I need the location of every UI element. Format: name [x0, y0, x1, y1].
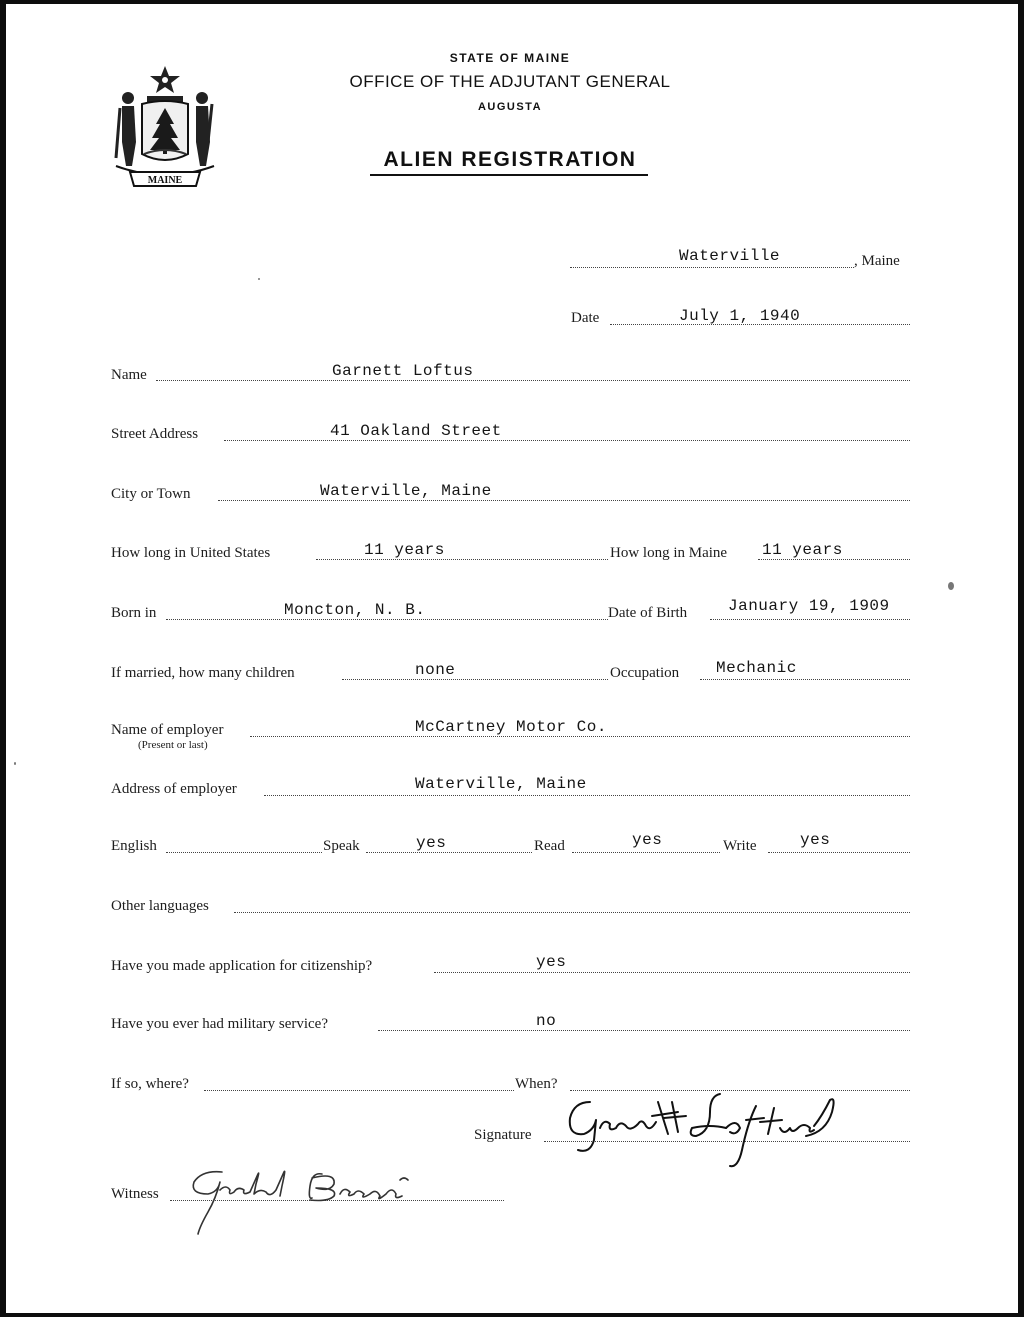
- employer-label: Name of employer: [111, 722, 224, 738]
- city-line: [218, 500, 910, 501]
- signature-label: Signature: [474, 1127, 532, 1143]
- military-label: Have you ever had military service?: [111, 1016, 328, 1032]
- title-underline: [370, 174, 648, 176]
- maine-duration-line: [758, 559, 910, 560]
- maine-duration-value: 11 years: [762, 541, 843, 559]
- other-languages-label: Other languages: [111, 898, 209, 914]
- name-label: Name: [111, 367, 147, 383]
- occupation-label: Occupation: [610, 665, 680, 681]
- born-line: [166, 619, 608, 620]
- street-label: Street Address: [111, 426, 199, 442]
- write-label: Write: [723, 838, 757, 854]
- citizenship-label: Have you made application for citizenship?: [111, 958, 373, 974]
- town-line: [570, 267, 854, 268]
- speak-label: Speak: [323, 838, 360, 854]
- dob-line: [710, 619, 910, 620]
- name-line: [156, 380, 910, 381]
- employer-address-line: [264, 795, 910, 796]
- when-label: When?: [515, 1076, 558, 1092]
- us-duration-label: How long in United States: [111, 545, 271, 561]
- street-value: 41 Oakland Street: [330, 422, 502, 440]
- header-state: STATE OF MAINE: [449, 51, 571, 65]
- other-languages-line: [234, 912, 910, 913]
- witness-label: Witness: [111, 1186, 159, 1202]
- employer-value: McCartney Motor Co.: [415, 718, 607, 736]
- svg-text:MAINE: MAINE: [147, 175, 183, 186]
- read-line: [572, 852, 720, 853]
- english-line: [166, 852, 322, 853]
- employer-address-value: Waterville, Maine: [415, 775, 587, 793]
- street-line: [224, 440, 910, 441]
- military-value: no: [536, 1012, 557, 1030]
- date-label: Date: [571, 310, 600, 326]
- form-title: ALIEN REGISTRATION: [383, 148, 637, 171]
- witness-handwriting: [172, 1164, 472, 1236]
- maine-duration-label: How long in Maine: [610, 545, 728, 561]
- citizenship-value: yes: [536, 953, 567, 971]
- employer-address-label: Address of employer: [111, 781, 237, 797]
- where-label: If so, where?: [111, 1076, 189, 1092]
- write-value: yes: [800, 831, 831, 849]
- employer-sublabel: (Present or last): [138, 739, 208, 751]
- town-value: Waterville: [679, 247, 781, 265]
- scan-speck: [14, 762, 16, 765]
- us-duration-line: [316, 559, 608, 560]
- signature-handwriting: [560, 1088, 840, 1172]
- date-value: July 1, 1940: [679, 307, 801, 325]
- name-value: Garnett Loftus: [332, 362, 474, 380]
- employer-line: [250, 736, 910, 737]
- dob-label: Date of Birth: [608, 605, 688, 621]
- where-line: [204, 1090, 514, 1091]
- dob-value: January 19, 1909: [728, 597, 890, 615]
- city-value: Waterville, Maine: [320, 482, 492, 500]
- header-city: AUGUSTA: [477, 101, 543, 113]
- town-suffix: , Maine: [854, 253, 900, 269]
- children-label: If married, how many children: [111, 665, 295, 681]
- occupation-value: Mechanic: [716, 659, 797, 677]
- children-value: none: [415, 661, 456, 679]
- children-line: [342, 679, 608, 680]
- occupation-line: [700, 679, 910, 680]
- born-label: Born in: [111, 605, 157, 621]
- write-line: [768, 852, 910, 853]
- read-label: Read: [534, 838, 565, 854]
- born-value: Moncton, N. B.: [284, 601, 426, 619]
- scan-speck: [258, 278, 260, 280]
- citizenship-line: [434, 972, 910, 973]
- military-line: [378, 1030, 910, 1031]
- city-label: City or Town: [111, 486, 191, 502]
- read-value: yes: [632, 831, 663, 849]
- scan-speck: [948, 582, 954, 590]
- speak-line: [366, 852, 532, 853]
- us-duration-value: 11 years: [364, 541, 445, 559]
- english-label: English: [111, 838, 157, 854]
- speak-value: yes: [416, 834, 447, 852]
- header-office: OFFICE OF THE ADJUTANT GENERAL: [349, 72, 671, 91]
- state-seal-icon: [112, 62, 218, 190]
